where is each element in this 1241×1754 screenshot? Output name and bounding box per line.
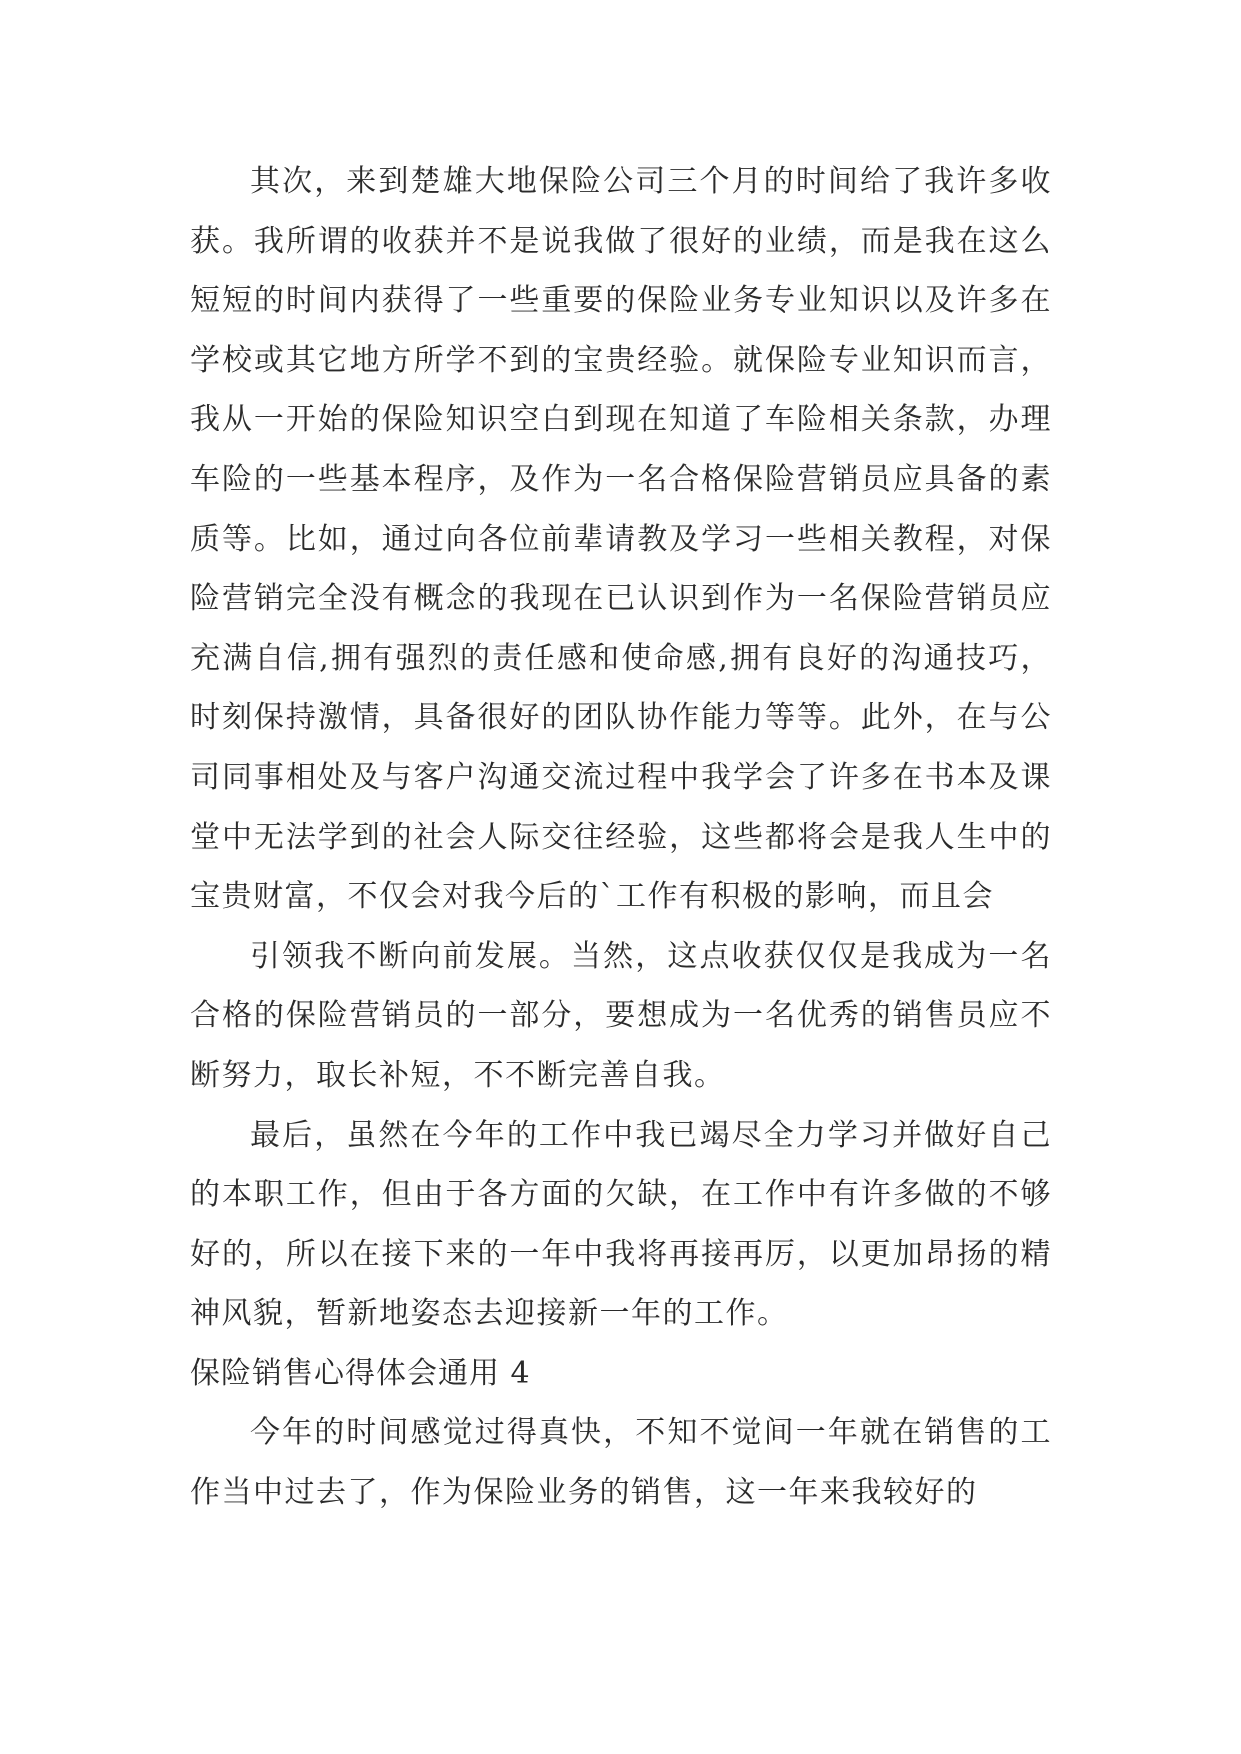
paragraph-gains: 其次，来到楚雄大地保险公司三个月的时间给了我许多收获。我所谓的收获并不是说我做了很好的业绩，而是我在这么短短的时间内获得了一些重要的保险业务专业知识以及许多在学校或其它地方所学不到的宝贵经验。就保险专业知识而言，我从一开始的保险知识空白到现在知道了车险相关条款，办理车险的一些基本程序，及作为一名合格保险营销员应具备的素质等。比如，通过向各位前辈请教及学习一些相关教程，对保险营销完全没有概念的我现在已认识到作为一名保险营销员应充满自信,拥有强烈的责任感和使命感,拥有良好的沟通技巧，时刻保持激情，具备很好的团队协作能力等等。此外，在与公司同事相处及与客户沟通交流过程中我学会了许多在书本及课堂中无法学到的社会人际交往经验，这些都将会是我人生中的宝贵财富，不仅会对我今后的`工作有积极的影响，而且会: [190, 164, 1052, 915]
paragraph-opening: 今年的时间感觉过得真快，不知不觉间一年就在销售的工作当中过去了，作为保险业务的销售，这一年来我较好的: [190, 1415, 1052, 1511]
document-page: [190, 152, 1052, 1523]
paragraph-conclusion: 最后，虽然在今年的工作中我已竭尽全力学习并做好自己的本职工作，但由于各方面的欠缺，在工作中有许多做的不够好的，所以在接下来的一年中我将再接再厉，以更加昂扬的精神风貌，暂新地姿态去迎接新一年的工作。: [190, 1117, 1052, 1332]
section-heading: 保险销售心得体会通用 4: [190, 1355, 531, 1391]
paragraph-development: 引领我不断向前发展。当然，这点收获仅仅是我成为一名合格的保险营销员的一部分，要想成为一名优秀的销售员应不断努力，取长补短，不不断完善自我。: [190, 938, 1052, 1093]
